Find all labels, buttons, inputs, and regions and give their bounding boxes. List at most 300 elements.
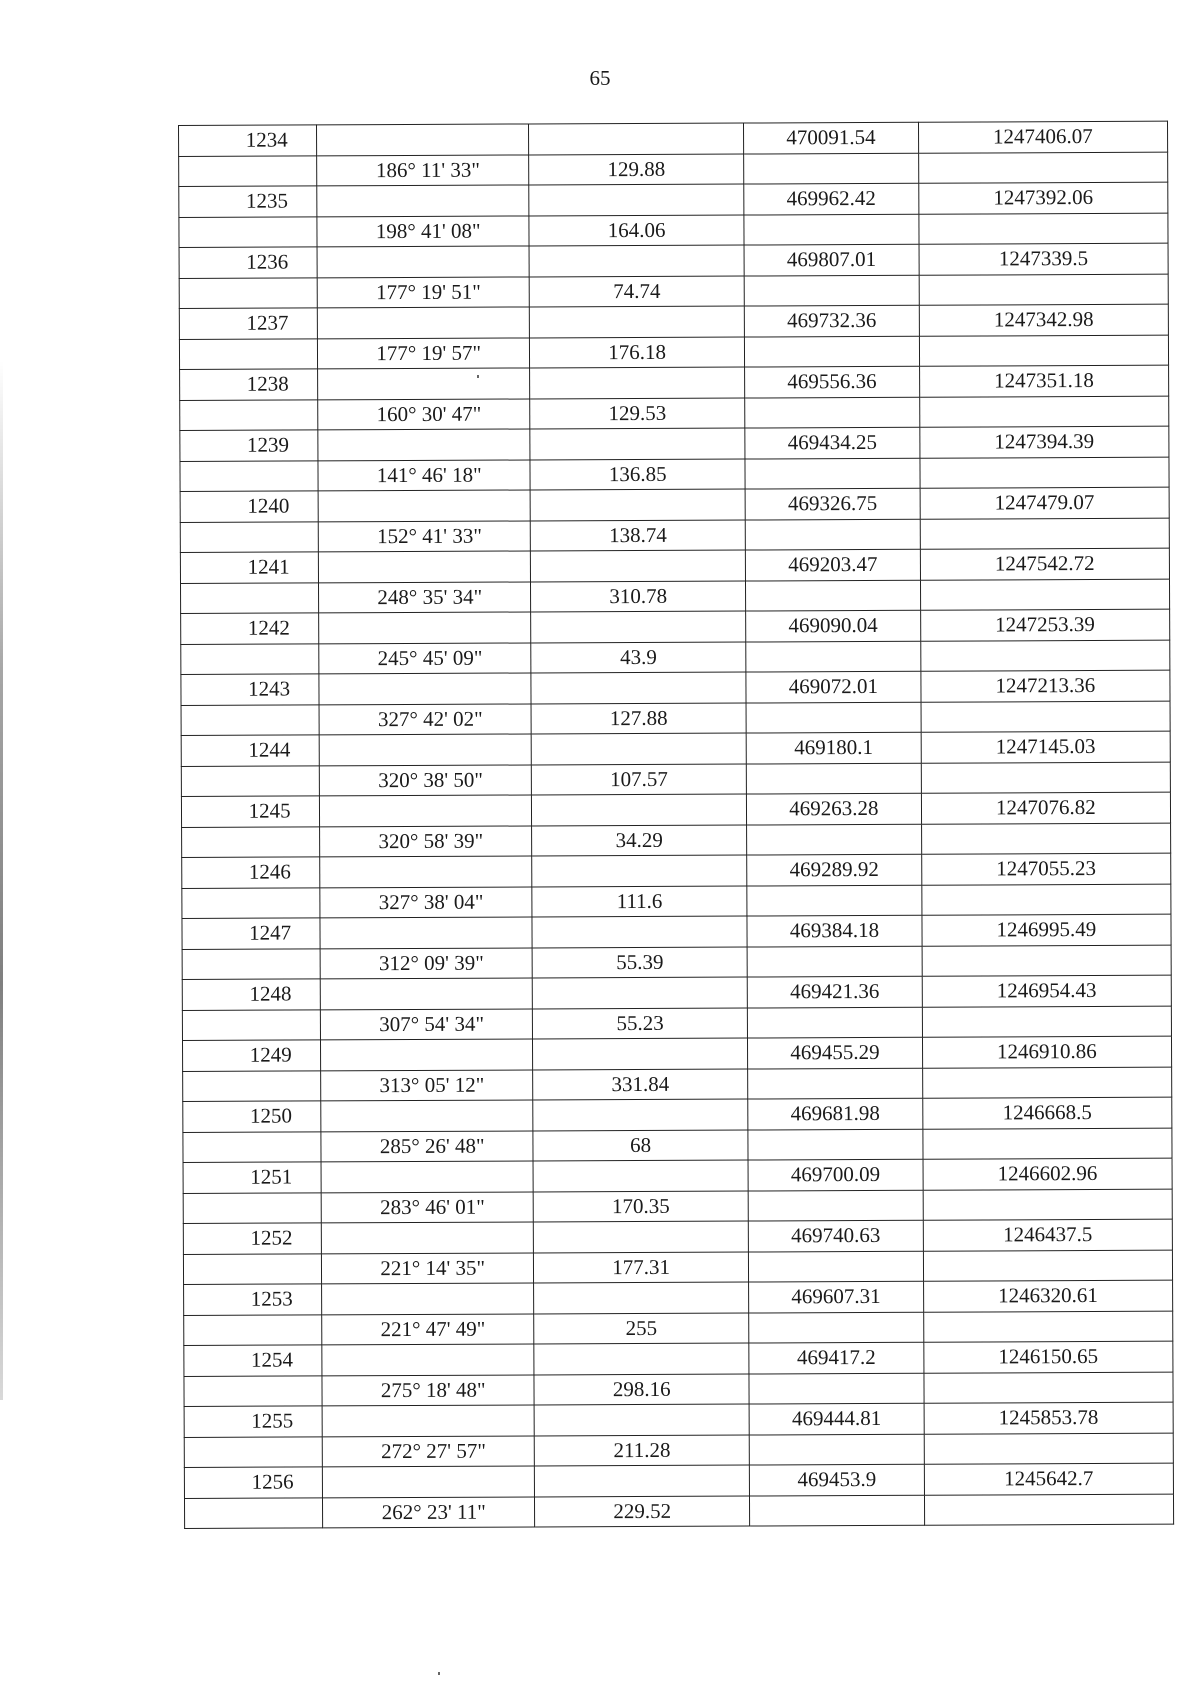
empty-cell bbox=[322, 1222, 534, 1253]
table-row-leg bbox=[182, 1006, 1171, 1041]
table-row-leg bbox=[179, 152, 1168, 187]
station-cell bbox=[184, 1406, 322, 1437]
bearing-label: 177° 19' 51" bbox=[376, 279, 481, 304]
bearing-cell bbox=[320, 947, 532, 978]
table-row-station bbox=[181, 792, 1170, 827]
station-cell bbox=[183, 1223, 321, 1254]
station-cell bbox=[184, 1284, 322, 1315]
empty-cell bbox=[181, 765, 319, 796]
empty-cell bbox=[746, 702, 921, 733]
empty-cell bbox=[533, 1160, 748, 1191]
station-label: 1254 bbox=[250, 1347, 294, 1372]
empty-cell bbox=[529, 245, 744, 276]
bearing-cell bbox=[317, 276, 529, 307]
table-row-leg bbox=[180, 396, 1169, 431]
distance-cell: 211.28 bbox=[534, 1435, 749, 1466]
empty-cell bbox=[534, 1282, 749, 1313]
table-row-station bbox=[179, 121, 1168, 156]
northing-cell: 470091.54 bbox=[744, 122, 919, 153]
empty-cell bbox=[745, 397, 920, 428]
empty-cell bbox=[320, 795, 532, 826]
page-number: 65 bbox=[589, 66, 611, 90]
station-label: 1236 bbox=[246, 249, 289, 274]
easting-cell: 1247542.72 bbox=[920, 548, 1169, 580]
station-label: 1253 bbox=[250, 1286, 293, 1311]
bearing-cell bbox=[318, 520, 530, 551]
empty-cell bbox=[744, 153, 919, 184]
station-cell bbox=[180, 491, 318, 522]
distance-cell: 255 bbox=[534, 1313, 749, 1344]
table-row-leg bbox=[184, 1372, 1173, 1407]
empty-cell bbox=[322, 1405, 534, 1436]
empty-cell bbox=[181, 704, 319, 735]
northing-cell: 469962.42 bbox=[744, 183, 919, 214]
northing-cell: 469740.63 bbox=[748, 1220, 923, 1251]
empty-cell bbox=[319, 673, 531, 704]
distance-cell: 177.31 bbox=[534, 1252, 749, 1283]
empty-cell bbox=[180, 399, 318, 430]
bearing-label: 320° 38' 50" bbox=[378, 767, 484, 792]
distance-cell: 127.88 bbox=[531, 703, 746, 734]
easting-cell: 1247213.36 bbox=[921, 670, 1170, 702]
distance-cell: 107.57 bbox=[531, 764, 746, 795]
table-row-station bbox=[179, 243, 1168, 278]
northing-cell: 469180.1 bbox=[746, 732, 921, 763]
station-cell bbox=[184, 1467, 322, 1498]
empty-cell bbox=[179, 155, 317, 186]
distance-cell: 176.18 bbox=[530, 337, 745, 368]
empty-cell bbox=[747, 1007, 922, 1038]
station-label: 1256 bbox=[251, 1469, 294, 1494]
station-label: 1249 bbox=[249, 1042, 292, 1067]
bearing-label: 320° 58' 39" bbox=[378, 828, 484, 853]
empty-cell bbox=[532, 916, 747, 947]
station-label: 1243 bbox=[248, 676, 291, 701]
bearing-label: 141° 46' 18" bbox=[376, 462, 482, 487]
table-row-station bbox=[182, 853, 1171, 888]
station-cell bbox=[183, 1162, 321, 1193]
empty-cell bbox=[322, 1283, 534, 1314]
empty-cell bbox=[317, 124, 529, 155]
empty-cell bbox=[318, 490, 530, 521]
empty-cell bbox=[923, 1189, 1172, 1221]
station-label: 1241 bbox=[247, 554, 290, 579]
empty-cell bbox=[748, 1190, 923, 1221]
bearing-cell bbox=[320, 825, 532, 856]
station-label: 1245 bbox=[248, 798, 291, 823]
empty-cell bbox=[320, 917, 532, 948]
empty-cell bbox=[749, 1373, 924, 1404]
bearing-label: 221° 14' 35" bbox=[380, 1255, 486, 1280]
scan-edge-shadow bbox=[0, 360, 3, 1400]
station-cell bbox=[184, 1345, 322, 1376]
northing-cell: 469072.01 bbox=[746, 671, 921, 702]
station-label: 1255 bbox=[251, 1408, 294, 1433]
easting-cell: 1247406.07 bbox=[918, 121, 1167, 153]
station-cell bbox=[181, 674, 319, 705]
easting-cell: 1247394.39 bbox=[920, 426, 1169, 458]
table-row-station bbox=[183, 1219, 1172, 1254]
northing-cell: 469434.25 bbox=[745, 427, 920, 458]
empty-cell bbox=[183, 1131, 321, 1162]
table-row-leg bbox=[181, 701, 1170, 736]
empty-cell bbox=[317, 246, 529, 277]
empty-cell bbox=[532, 855, 747, 886]
bearing-cell bbox=[321, 1191, 533, 1222]
empty-cell bbox=[744, 275, 919, 306]
station-cell bbox=[181, 613, 319, 644]
empty-cell bbox=[530, 367, 745, 398]
easting-cell: 1247076.82 bbox=[921, 792, 1170, 824]
bearing-label: 245° 45' 09" bbox=[377, 645, 483, 670]
table-row-leg bbox=[182, 884, 1171, 919]
bearing-cell bbox=[319, 581, 531, 612]
empty-cell bbox=[179, 338, 317, 369]
empty-cell bbox=[318, 307, 530, 338]
empty-cell bbox=[531, 672, 746, 703]
empty-cell bbox=[320, 856, 532, 887]
bearing-cell bbox=[319, 703, 531, 734]
empty-cell bbox=[919, 213, 1168, 245]
empty-cell bbox=[922, 1006, 1171, 1038]
easting-cell: 1246910.86 bbox=[922, 1036, 1171, 1068]
empty-cell bbox=[744, 214, 919, 245]
table-row-station bbox=[184, 1463, 1173, 1498]
survey-table-body bbox=[179, 121, 1174, 1528]
scan-speck bbox=[438, 1672, 440, 1675]
station-cell bbox=[180, 430, 318, 461]
station-label: 1237 bbox=[246, 310, 289, 335]
easting-cell: 1247342.98 bbox=[919, 304, 1168, 336]
survey-coordinates-table bbox=[178, 121, 1174, 1529]
distance-cell: 68 bbox=[533, 1130, 748, 1161]
empty-cell bbox=[182, 887, 320, 918]
bearing-cell bbox=[321, 1069, 533, 1100]
easting-cell: 1247145.03 bbox=[921, 731, 1170, 763]
distance-cell: 111.6 bbox=[532, 886, 747, 917]
bearing-cell bbox=[323, 1496, 535, 1527]
empty-cell bbox=[319, 551, 531, 582]
northing-cell: 469090.04 bbox=[746, 610, 921, 641]
empty-cell bbox=[921, 823, 1170, 855]
empty-cell bbox=[533, 1038, 748, 1069]
empty-cell bbox=[920, 518, 1169, 550]
empty-cell bbox=[321, 1100, 533, 1131]
station-label: 1247 bbox=[249, 920, 292, 945]
empty-cell bbox=[919, 274, 1168, 306]
northing-cell: 469326.75 bbox=[745, 488, 920, 519]
empty-cell bbox=[531, 550, 746, 581]
bearing-label: 307° 54' 34" bbox=[379, 1011, 485, 1036]
empty-cell bbox=[749, 1434, 924, 1465]
table-row-leg bbox=[181, 762, 1170, 797]
easting-cell: 1247253.39 bbox=[920, 609, 1169, 641]
bearing-label: 312° 09' 39" bbox=[378, 950, 484, 975]
table-row-station bbox=[183, 1097, 1172, 1132]
empty-cell bbox=[184, 1314, 322, 1345]
northing-cell: 469289.92 bbox=[747, 854, 922, 885]
station-cell bbox=[181, 735, 319, 766]
distance-cell: 55.39 bbox=[532, 947, 747, 978]
easting-cell: 1247479.07 bbox=[920, 487, 1169, 519]
table-row-station bbox=[184, 1402, 1173, 1437]
empty-cell bbox=[319, 612, 531, 643]
empty-cell bbox=[182, 948, 320, 979]
empty-cell bbox=[529, 123, 744, 154]
bearing-cell bbox=[317, 154, 529, 185]
table-row-station bbox=[181, 731, 1170, 766]
distance-cell: 164.06 bbox=[529, 215, 744, 246]
northing-cell: 469453.9 bbox=[749, 1464, 924, 1495]
table-row-leg bbox=[184, 1494, 1173, 1529]
station-cell bbox=[180, 369, 318, 400]
station-cell bbox=[179, 247, 317, 278]
empty-cell bbox=[318, 368, 530, 399]
empty-cell bbox=[323, 1466, 535, 1497]
station-cell bbox=[179, 125, 317, 156]
station-label: 1246 bbox=[248, 859, 291, 884]
empty-cell bbox=[320, 978, 532, 1009]
table-row-leg bbox=[179, 335, 1168, 370]
empty-cell bbox=[746, 763, 921, 794]
empty-cell bbox=[317, 185, 529, 216]
station-label: 1252 bbox=[250, 1225, 293, 1250]
table-row-station bbox=[181, 609, 1170, 644]
bearing-label: 262° 23' 11" bbox=[381, 1499, 486, 1524]
bearing-label: 285° 26' 48" bbox=[379, 1133, 485, 1158]
empty-cell bbox=[746, 641, 921, 672]
bearing-cell bbox=[320, 764, 532, 795]
table-row-leg bbox=[180, 457, 1169, 492]
empty-cell bbox=[184, 1436, 322, 1467]
easting-cell: 1246437.5 bbox=[923, 1219, 1172, 1251]
empty-cell bbox=[924, 1433, 1173, 1465]
distance-cell: 43.9 bbox=[531, 642, 746, 673]
station-cell bbox=[182, 979, 320, 1010]
empty-cell bbox=[322, 1344, 534, 1375]
northing-cell: 469421.36 bbox=[747, 976, 922, 1007]
empty-cell bbox=[534, 1404, 749, 1435]
table-row-station bbox=[179, 304, 1168, 339]
table-row-leg bbox=[179, 274, 1168, 309]
bearing-cell bbox=[317, 215, 529, 246]
bearing-label: 283° 46' 01" bbox=[379, 1194, 485, 1219]
bearing-label: 152° 41' 33" bbox=[377, 523, 482, 548]
empty-cell bbox=[319, 734, 531, 765]
station-cell bbox=[182, 918, 320, 949]
empty-cell bbox=[534, 1343, 749, 1374]
station-cell bbox=[182, 857, 320, 888]
station-cell bbox=[180, 552, 318, 583]
easting-cell: 1247351.18 bbox=[919, 365, 1168, 397]
bearing-label: 221° 47' 49" bbox=[380, 1316, 486, 1341]
easting-cell: 1247055.23 bbox=[921, 853, 1170, 885]
empty-cell bbox=[529, 306, 744, 337]
table-row-leg bbox=[182, 823, 1171, 858]
station-cell bbox=[179, 308, 317, 339]
bearing-label: 313° 05' 12" bbox=[379, 1072, 485, 1097]
empty-cell bbox=[179, 216, 317, 247]
station-label: 1235 bbox=[245, 188, 289, 213]
empty-cell bbox=[921, 762, 1170, 794]
bearing-label: 327° 38' 04" bbox=[378, 889, 484, 914]
empty-cell bbox=[919, 396, 1168, 428]
northing-cell: 469417.2 bbox=[749, 1342, 924, 1373]
distance-cell: 129.53 bbox=[530, 398, 745, 429]
easting-cell: 1246954.43 bbox=[922, 975, 1171, 1007]
easting-cell: 1247392.06 bbox=[918, 182, 1167, 214]
empty-cell bbox=[182, 826, 320, 857]
empty-cell bbox=[748, 1068, 923, 1099]
table-row-station bbox=[180, 365, 1169, 400]
bearing-label: 198° 41' 08" bbox=[375, 218, 481, 243]
distance-cell: 138.74 bbox=[530, 520, 745, 551]
northing-cell: 469263.28 bbox=[747, 793, 922, 824]
bearing-cell bbox=[320, 886, 532, 917]
empty-cell bbox=[532, 794, 747, 825]
northing-cell: 469681.98 bbox=[748, 1098, 923, 1129]
distance-cell: 55.23 bbox=[533, 1008, 748, 1039]
bearing-cell bbox=[322, 1435, 534, 1466]
easting-cell: 1247339.5 bbox=[919, 243, 1168, 275]
empty-cell bbox=[922, 1067, 1171, 1099]
empty-cell bbox=[180, 521, 318, 552]
northing-cell: 469556.36 bbox=[745, 366, 920, 397]
table-row-station bbox=[180, 548, 1169, 583]
table-row-station bbox=[182, 975, 1171, 1010]
empty-cell bbox=[180, 460, 318, 491]
table-row-leg bbox=[182, 945, 1171, 980]
empty-cell bbox=[179, 277, 317, 308]
easting-cell: 1246602.96 bbox=[923, 1158, 1172, 1190]
easting-cell: 1245853.78 bbox=[924, 1402, 1173, 1434]
empty-cell bbox=[321, 1039, 533, 1070]
distance-cell: 310.78 bbox=[531, 581, 746, 612]
station-label: 1239 bbox=[246, 432, 290, 457]
easting-cell: 1246668.5 bbox=[922, 1097, 1171, 1129]
station-cell bbox=[182, 1040, 320, 1071]
empty-cell bbox=[920, 640, 1169, 672]
station-label: 1250 bbox=[249, 1103, 293, 1128]
empty-cell bbox=[924, 1494, 1173, 1526]
empty-cell bbox=[749, 1251, 924, 1282]
empty-cell bbox=[923, 1128, 1172, 1160]
empty-cell bbox=[920, 579, 1169, 611]
empty-cell bbox=[184, 1375, 322, 1406]
empty-cell bbox=[747, 824, 922, 855]
empty-cell bbox=[533, 1099, 748, 1130]
table-row-leg bbox=[180, 579, 1169, 614]
empty-cell bbox=[531, 611, 746, 642]
bearing-label: 248° 35' 34" bbox=[377, 584, 483, 609]
empty-cell bbox=[183, 1192, 321, 1223]
table-row-station bbox=[180, 487, 1169, 522]
bearing-cell bbox=[321, 1008, 533, 1039]
table-row-station bbox=[184, 1280, 1173, 1315]
table-row-station bbox=[179, 182, 1168, 217]
distance-cell: 136.85 bbox=[530, 459, 745, 490]
table-row-station bbox=[181, 670, 1170, 705]
empty-cell bbox=[747, 946, 922, 977]
distance-cell: 170.35 bbox=[533, 1191, 748, 1222]
distance-cell: 129.88 bbox=[529, 154, 744, 185]
station-label: 1238 bbox=[246, 371, 289, 396]
empty-cell bbox=[533, 1221, 748, 1252]
empty-cell bbox=[749, 1312, 924, 1343]
empty-cell bbox=[922, 945, 1171, 977]
table-row-leg bbox=[179, 213, 1168, 248]
empty-cell bbox=[924, 1372, 1173, 1404]
table-row-leg bbox=[183, 1189, 1172, 1224]
empty-cell bbox=[181, 643, 319, 674]
station-label: 1234 bbox=[245, 127, 288, 152]
northing-cell: 469444.81 bbox=[749, 1403, 924, 1434]
empty-cell bbox=[923, 1250, 1172, 1282]
northing-cell: 469607.31 bbox=[749, 1281, 924, 1312]
empty-cell bbox=[530, 428, 745, 459]
empty-cell bbox=[745, 458, 920, 489]
northing-cell: 469455.29 bbox=[748, 1037, 923, 1068]
bearing-cell bbox=[322, 1313, 534, 1344]
table-row-leg bbox=[183, 1067, 1172, 1102]
bearing-label: 272° 27' 57" bbox=[381, 1438, 486, 1463]
scan-speck bbox=[477, 375, 479, 378]
table-row-leg bbox=[183, 1128, 1172, 1163]
empty-cell bbox=[745, 336, 920, 367]
station-cell bbox=[183, 1101, 321, 1132]
northing-cell: 469807.01 bbox=[744, 244, 919, 275]
empty-cell bbox=[918, 152, 1167, 184]
empty-cell bbox=[921, 701, 1170, 733]
empty-cell bbox=[922, 884, 1171, 916]
table-row-leg bbox=[181, 640, 1170, 675]
empty-cell bbox=[923, 1311, 1172, 1343]
empty-cell bbox=[531, 733, 746, 764]
distance-cell: 298.16 bbox=[534, 1374, 749, 1405]
distance-cell: 331.84 bbox=[533, 1069, 748, 1100]
bearing-cell bbox=[319, 642, 531, 673]
northing-cell: 469203.47 bbox=[745, 549, 920, 580]
bearing-label: 160° 30' 47" bbox=[376, 401, 482, 426]
bearing-cell bbox=[318, 459, 530, 490]
table-row-station bbox=[183, 1158, 1172, 1193]
empty-cell bbox=[748, 1129, 923, 1160]
distance-cell: 74.74 bbox=[529, 276, 744, 307]
empty-cell bbox=[184, 1497, 322, 1528]
table-row-station bbox=[182, 914, 1171, 949]
empty-cell bbox=[183, 1070, 321, 1101]
empty-cell bbox=[747, 885, 922, 916]
table-row-leg bbox=[184, 1311, 1173, 1346]
empty-cell bbox=[919, 335, 1168, 367]
northing-cell: 469732.36 bbox=[744, 305, 919, 336]
easting-cell: 1246995.49 bbox=[922, 914, 1171, 946]
station-cell bbox=[181, 796, 319, 827]
bearing-cell bbox=[322, 1374, 534, 1405]
table-row-station bbox=[180, 426, 1169, 461]
bearing-cell bbox=[318, 398, 530, 429]
empty-cell bbox=[920, 457, 1169, 489]
table-row-leg bbox=[180, 518, 1169, 553]
empty-cell bbox=[535, 1465, 750, 1496]
bearing-cell bbox=[322, 1252, 534, 1283]
easting-cell: 1246150.65 bbox=[924, 1341, 1173, 1373]
empty-cell bbox=[745, 519, 920, 550]
bearing-cell bbox=[318, 337, 530, 368]
northing-cell: 469384.18 bbox=[747, 915, 922, 946]
empty-cell bbox=[180, 582, 318, 613]
bearing-label: 275° 18' 48" bbox=[380, 1377, 486, 1402]
